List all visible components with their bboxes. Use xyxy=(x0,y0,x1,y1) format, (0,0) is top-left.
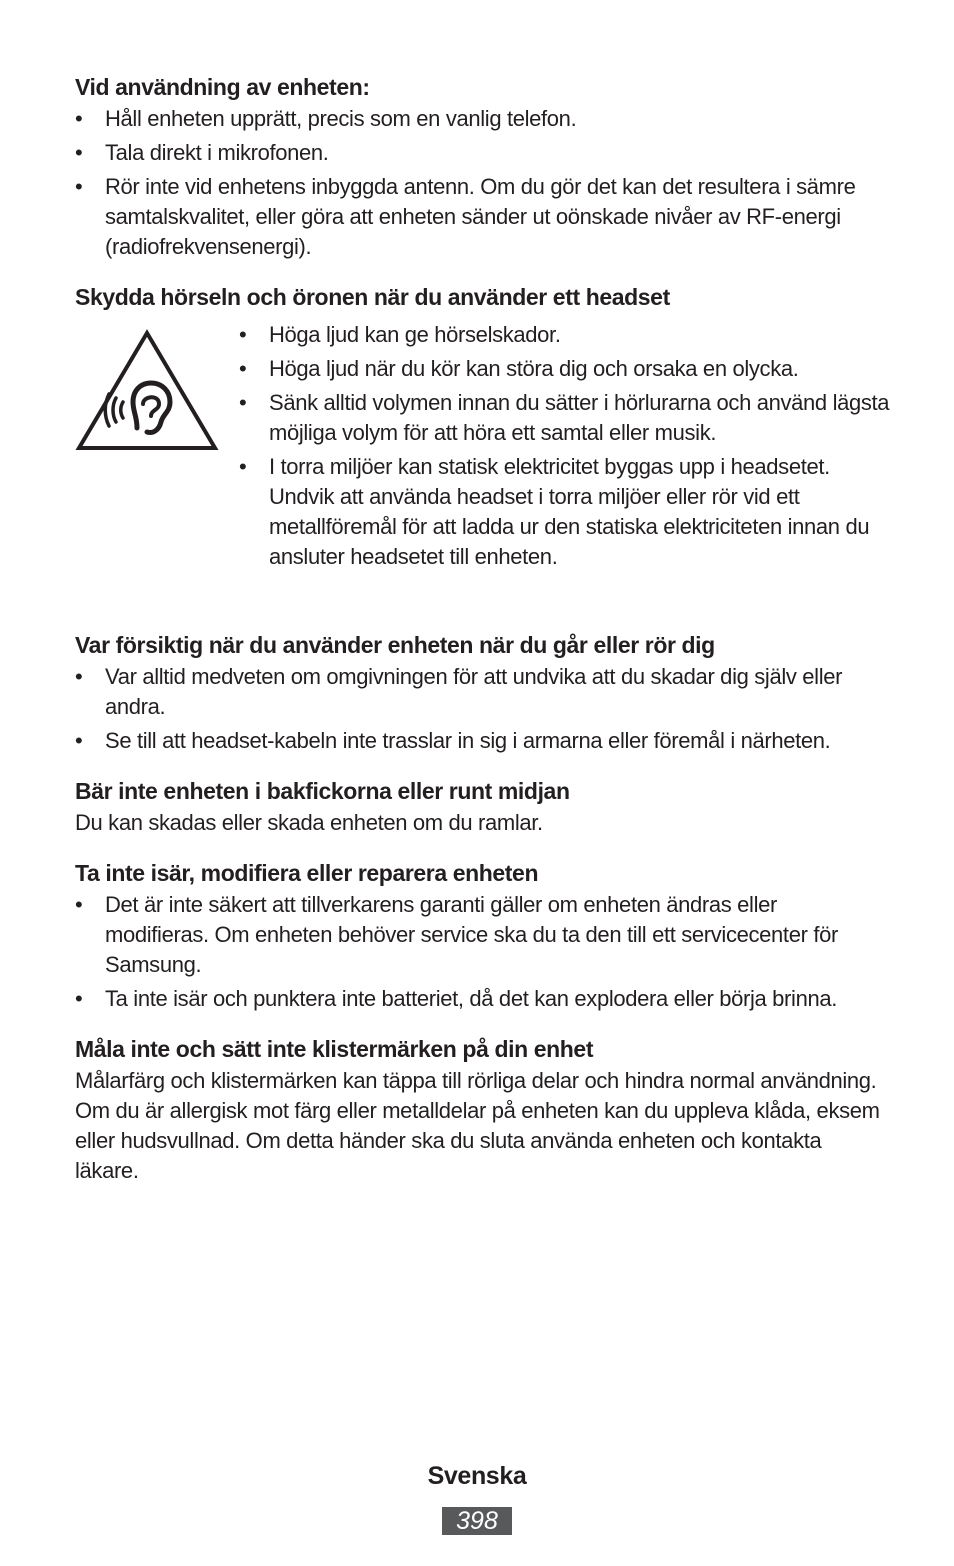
section-text: Målarfärg och klistermärken kan täppa till rörliga delar och hindra normal användning. Om du är allergisk mot färg eller metalldelar på enheten kan du uppleva klåda, eksem eller hudsvullnad. Om detta händer ska du sluta använda enheten och kontakta läkare. xyxy=(75,1068,880,1183)
list-item: • Var alltid medveten om omgivningen för att undvika att du skadar dig själv eller andra. xyxy=(75,664,843,719)
section-heading: Måla inte och sätt inte klistermärken på din enhet xyxy=(75,1036,594,1062)
bullet-list xyxy=(75,104,885,262)
section-paint xyxy=(75,1032,885,1186)
bullet: • xyxy=(239,454,247,479)
list-item: • Det är inte säkert att tillverkarens garanti gäller om enheten ändras eller modifieras. Om enheten behöver service ska du ta den till ett servicecenter för Samsung. xyxy=(75,892,838,977)
section-walking xyxy=(75,628,885,756)
section-heading: Var försiktig när du använder enheten när du går eller rör dig xyxy=(75,632,715,658)
page-content xyxy=(75,70,890,1198)
bullet: • xyxy=(239,322,247,347)
section-heading: Bär inte enheten i bakfickorna eller runt midjan xyxy=(75,778,570,804)
list-item: • Håll enheten upprätt, precis som en vanlig telefon. xyxy=(75,104,885,134)
bullet: • xyxy=(75,106,83,131)
bullet-list xyxy=(75,662,885,756)
footer-language: Svenska xyxy=(427,1462,527,1490)
section-pockets xyxy=(75,774,885,838)
hearing-warning-icon xyxy=(75,328,219,452)
bullet-list xyxy=(239,320,899,576)
list-item: • Sänk alltid volymen innan du sätter i hörlurarna och använd lägsta möjliga volym för att höra ett samtal eller musik. xyxy=(239,390,890,445)
bullet: • xyxy=(75,892,83,917)
list-item: • Höga ljud när du kör kan störa dig och orsaka en olycka. xyxy=(239,354,899,384)
section-disassemble xyxy=(75,856,885,1014)
bullet: • xyxy=(75,174,83,199)
page-number: 398 xyxy=(442,1507,512,1535)
section-text: Du kan skadas eller skada enheten om du ramlar. xyxy=(75,810,543,835)
bullet: • xyxy=(75,140,83,165)
list-item: • Se till att headset-kabeln inte trasslar in sig i armarna eller föremål i närheten. xyxy=(75,726,885,756)
bullet: • xyxy=(75,664,83,689)
list-item: • Höga ljud kan ge hörselskador. xyxy=(239,320,899,350)
bullet: • xyxy=(239,390,247,415)
bullet: • xyxy=(75,986,83,1011)
bullet: • xyxy=(239,356,247,381)
hearing-block xyxy=(75,320,890,608)
list-item: • Tala direkt i mikrofonen. xyxy=(75,138,885,168)
bullet: • xyxy=(75,728,83,753)
section-hearing xyxy=(75,280,890,608)
list-item: • Ta inte isär och punktera inte batteriet, då det kan explodera eller börja brinna. xyxy=(75,984,885,1014)
section-heading: Skydda hörseln och öronen när du använder ett headset xyxy=(75,284,670,310)
section-heading: Vid användning av enheten: xyxy=(75,74,370,100)
section-heading: Ta inte isär, modifiera eller reparera enheten xyxy=(75,860,539,886)
section-usage xyxy=(75,70,885,262)
bullet-list xyxy=(75,890,885,1014)
list-item: • Rör inte vid enhetens inbyggda antenn. Om du gör det kan det resultera i sämre samtalskvalitet, eller göra att enheten sänder ut oönskade nivåer av RF-energi (radiofrekvensenergi). xyxy=(75,174,856,259)
list-item: • I torra miljöer kan statisk elektricitet byggas upp i headsetet. Undvik att använda headset i torra miljöer eller rör vid ett metallföremål för att ladda ur den statiska elektriciteten innan du ansluter headsetet till enheten. xyxy=(239,454,870,569)
